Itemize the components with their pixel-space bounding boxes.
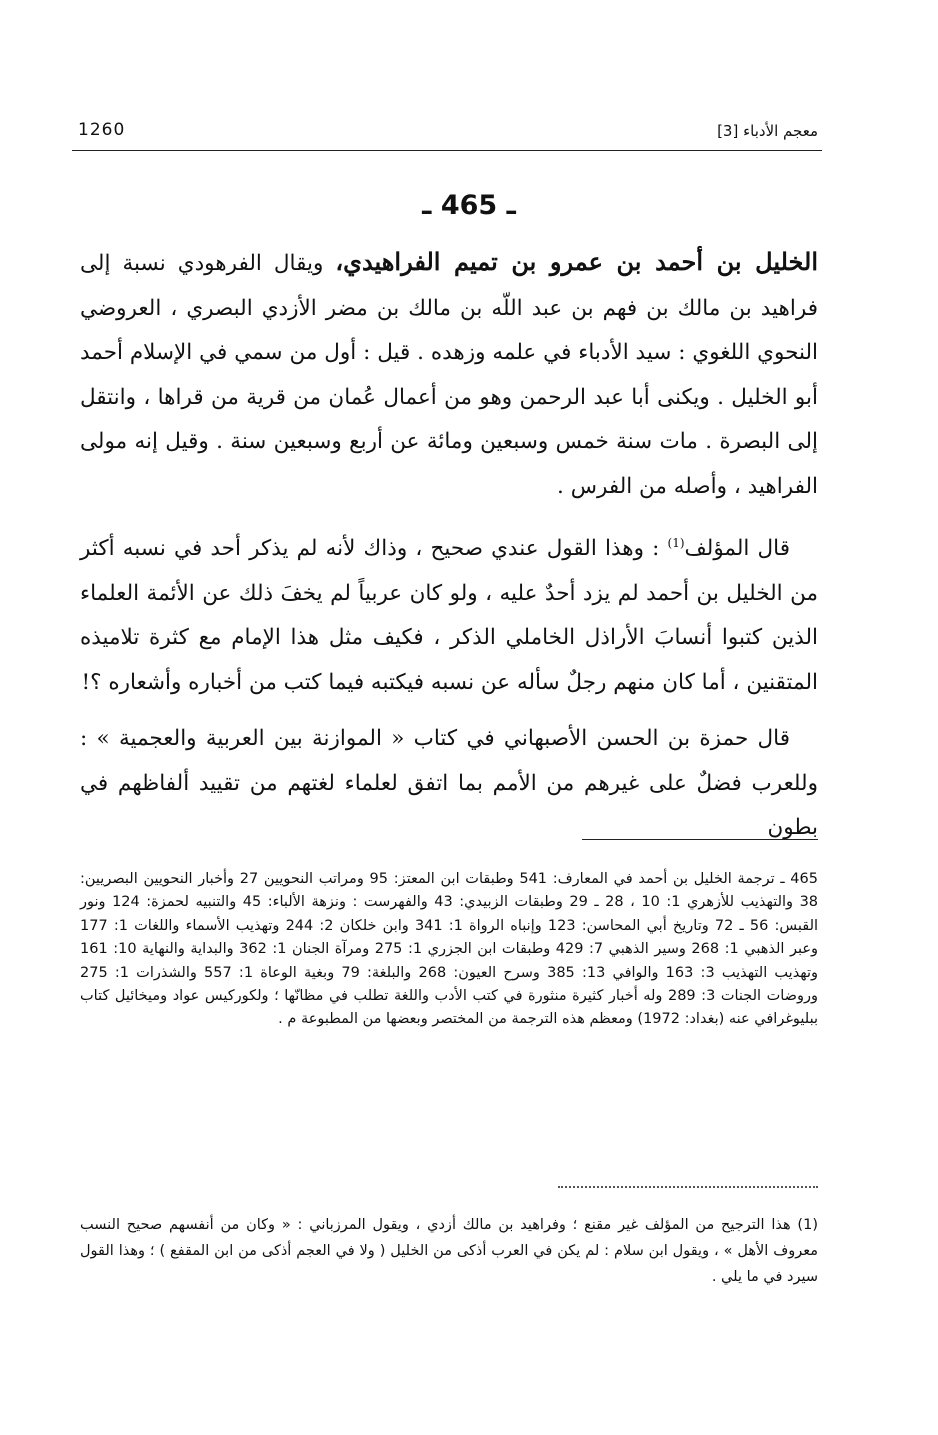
paragraph-author-comment (80, 521, 818, 705)
entry-name-heading: الخليل بن أحمد بن عمرو بن تميم الفراهيدي، (335, 247, 819, 276)
paragraph-biography (80, 240, 818, 509)
entry-number: ـ 465 ـ (422, 190, 516, 221)
hamza-quote-text: قال حمزة بن الحسن الأصبهاني في كتاب « الموازنة بين العربية والعجمية » : وللعرب فضلٌ على غيرهم من الأمم بما اتفق لعلماء لغتهم من تقييد ألفاظهم في بطون (80, 726, 818, 841)
dotted-separator (558, 1186, 818, 1188)
page-header (72, 118, 822, 151)
main-text (80, 240, 818, 863)
footnote-1: (1) هذا الترجيح من المؤلف غير مقنع ؛ وفراهيد بن مالك أزدي ، ويقول المرزباني : « وكان من أنفسهم صحيح النسب معروف الأهل » ، ويقول ابن سلام : لم يكن في العرب أذكى من الخليل ( ولا في العجم أذكى من ابن المقفع ) ؛ وهذا القول سيرد في ما يلي . (80, 1217, 818, 1285)
biography-text: ويقال الفرهودي نسبة إلى فراهيد بن مالك بن فهم بن عبد اللّه بن مالك بن مضر الأزدي البصري ، العروضي النحوي اللغوي : سيد الأدباء في علمه وزهده . قيل : أول من سمي في الإسلام أحمد أبو الخليل . ويكنى أبا عبد الرحمن وهو من أعمال عُمان من قرية من قراها ، وانتقل إلى البصرة . مات سنة خمس وسبعين ومائة عن أربع وسبعين سنة . وقيل إنه مولى الفراهيد ، وأصله من الفرس . (80, 251, 818, 499)
footnote-marker: (1) (667, 536, 685, 550)
footnote-separator (582, 839, 818, 840)
paragraph-hamza-quote (80, 717, 818, 851)
sources-note: 465 ـ ترجمة الخليل بن أحمد في المعارف: 541 وطبقات ابن المعتز: 95 ومراتب النحويين 27 وأخبار النحويين البصريين: 38 والتهذيب للأزهري 1: 10 ، 28 ـ 29 وطبقات الزبيدي: 43 والفهرست : ونزهة الألباء: 45 والتنبيه لحمزة: 124 ونور القبس: 56 ـ 72 وتاريخ أبي المحاسن: 123 وإنباه الرواة 1: 341 وابن خلكان 2: 244 وتهذيب الأسماء واللغات 1: 177 وعبر الذهبي 1: 268 وسير الذهبي 7: 429 وطبقات ابن الجزري 1: 275 ومرآة الجنان 1: 362 والبداية والنهاية 10: 161 وتهذيب التهذيب 3: 163 والوافي 13: 385 وسرح العيون: 268 والبلغة: 79 وبغية الوعاة 1: 557 والشذرات 1: 275 وروضات الجنات 3: 289 وله أخبار كثيرة منثورة في كتب الأدب واللغة تطلب في مظانّها ؛ ولكوركيس عواد وميخائيل كتاب ببليوغرافي عنه (بغداد: 1972) ومعظم هذه الترجمة من المختصر وبعضها من المطبوعة م . (80, 871, 819, 1028)
author-comment-text: : وهذا القول عندي صحيح ، وذاك لأنه لم يذكر أحد في نسبه أكثر من الخليل بن أحمد لم يزد أحدٌ عليه ، ولو كان عربياً لم يخفَ ذلك عن الأئمة العلماء الذين كتبوا أنسابَ الأراذل الخاملي الذكر ، فكيف مثل هذا الإمام مع كثرة تلاميذه المتقنين ، أما كان منهم رجلٌ سأله عن نسبه فيكتبه فيما كتب من أخباره وأشعاره ؟! (80, 536, 818, 695)
running-title: معجم الأدباء [3] (717, 122, 818, 140)
page-number: 1260 (78, 120, 126, 140)
author-comment-lead: قال المؤلف (684, 536, 790, 562)
